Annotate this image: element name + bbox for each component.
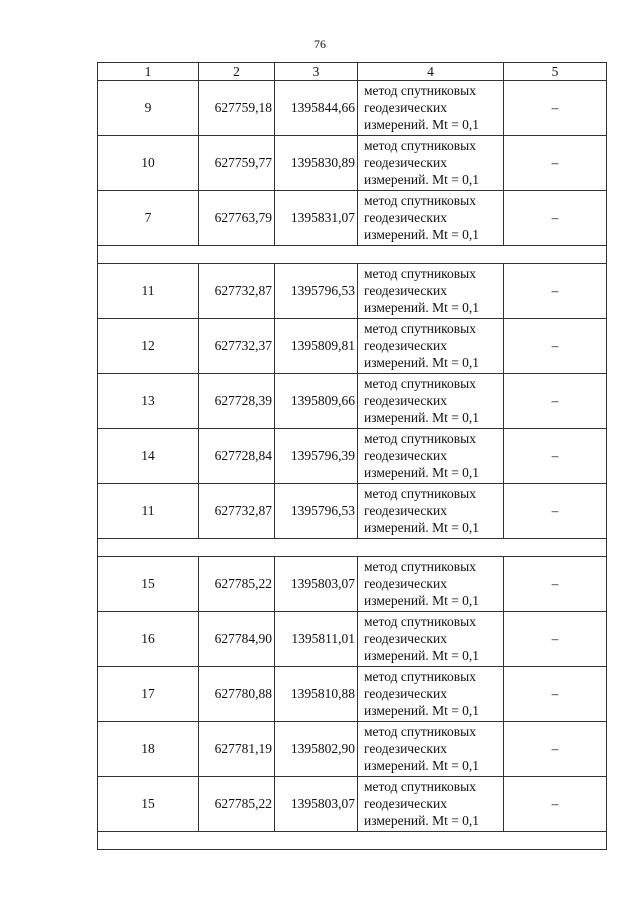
- method-cell: [358, 374, 504, 429]
- x-coordinate-cell: 627728,39: [199, 374, 275, 429]
- method-line: геодезических: [364, 741, 447, 756]
- column-header: 5: [504, 63, 607, 81]
- group-separator-row: [98, 832, 607, 850]
- page-number: 76: [314, 37, 326, 51]
- method-line: геодезических: [364, 448, 447, 463]
- x-coordinate-cell: 627728,84: [199, 429, 275, 484]
- table-header-row: [98, 63, 607, 81]
- method-line: измерений. Mt = 0,1: [364, 648, 480, 663]
- method-cell: [358, 319, 504, 374]
- note-cell: –: [504, 81, 607, 136]
- note-cell: –: [504, 429, 607, 484]
- table-row: [98, 722, 607, 777]
- y-coordinate-cell: 1395831,07: [275, 191, 358, 246]
- method-line: геодезических: [364, 210, 447, 225]
- point-number-cell: 13: [98, 374, 199, 429]
- y-coordinate-cell: 1395844,66: [275, 81, 358, 136]
- y-coordinate-cell: 1395796,53: [275, 264, 358, 319]
- method-line: геодезических: [364, 576, 447, 591]
- method-line: геодезических: [364, 338, 447, 353]
- x-coordinate-cell: 627784,90: [199, 612, 275, 667]
- method-cell: [358, 557, 504, 612]
- table-row: [98, 81, 607, 136]
- separator-cell: [98, 246, 607, 264]
- method-cell: [358, 777, 504, 832]
- point-number-cell: 16: [98, 612, 199, 667]
- method-line: геодезических: [364, 631, 447, 646]
- y-coordinate-cell: 1395796,39: [275, 429, 358, 484]
- note-cell: –: [504, 612, 607, 667]
- method-line: измерений. Mt = 0,1: [364, 758, 480, 773]
- point-number-cell: 18: [98, 722, 199, 777]
- point-number-cell: 11: [98, 484, 199, 539]
- separator-cell: [98, 832, 607, 850]
- method-line: измерений. Mt = 0,1: [364, 465, 480, 480]
- method-line: измерений. Mt = 0,1: [364, 227, 480, 242]
- method-line: измерений. Mt = 0,1: [364, 300, 480, 315]
- table-row: [98, 374, 607, 429]
- method-line: измерений. Mt = 0,1: [364, 703, 480, 718]
- x-coordinate-cell: 627732,37: [199, 319, 275, 374]
- y-coordinate-cell: 1395803,07: [275, 777, 358, 832]
- method-line: геодезических: [364, 100, 447, 115]
- method-cell: [358, 136, 504, 191]
- table-row: [98, 612, 607, 667]
- method-line: измерений. Mt = 0,1: [364, 410, 480, 425]
- y-coordinate-cell: 1395811,01: [275, 612, 358, 667]
- x-coordinate-cell: 627780,88: [199, 667, 275, 722]
- method-line: метод спутниковых: [364, 614, 476, 629]
- note-cell: –: [504, 484, 607, 539]
- table-row: [98, 319, 607, 374]
- method-line: метод спутниковых: [364, 321, 476, 336]
- method-line: измерений. Mt = 0,1: [364, 172, 480, 187]
- method-cell: [358, 264, 504, 319]
- coordinates-table: [97, 62, 607, 850]
- note-cell: –: [504, 722, 607, 777]
- table-row: [98, 484, 607, 539]
- y-coordinate-cell: 1395796,53: [275, 484, 358, 539]
- table-row: [98, 429, 607, 484]
- point-number-cell: 15: [98, 777, 199, 832]
- point-number-cell: 15: [98, 557, 199, 612]
- column-header: 3: [275, 63, 358, 81]
- method-line: метод спутниковых: [364, 193, 476, 208]
- point-number-cell: 7: [98, 191, 199, 246]
- point-number-cell: 17: [98, 667, 199, 722]
- method-line: геодезических: [364, 283, 447, 298]
- method-line: метод спутниковых: [364, 724, 476, 739]
- table-row: [98, 667, 607, 722]
- point-number-cell: 12: [98, 319, 199, 374]
- method-line: метод спутниковых: [364, 266, 476, 281]
- method-cell: [358, 667, 504, 722]
- note-cell: –: [504, 264, 607, 319]
- method-cell: [358, 191, 504, 246]
- method-line: метод спутниковых: [364, 138, 476, 153]
- method-cell: [358, 722, 504, 777]
- column-header: 4: [358, 63, 504, 81]
- table-row: [98, 191, 607, 246]
- y-coordinate-cell: 1395810,88: [275, 667, 358, 722]
- separator-cell: [98, 539, 607, 557]
- y-coordinate-cell: 1395830,89: [275, 136, 358, 191]
- group-separator-row: [98, 539, 607, 557]
- method-line: метод спутниковых: [364, 486, 476, 501]
- note-cell: –: [504, 319, 607, 374]
- note-cell: –: [504, 136, 607, 191]
- note-cell: –: [504, 374, 607, 429]
- x-coordinate-cell: 627732,87: [199, 264, 275, 319]
- method-line: метод спутниковых: [364, 83, 476, 98]
- table-row: [98, 264, 607, 319]
- column-header: 2: [199, 63, 275, 81]
- method-line: геодезических: [364, 393, 447, 408]
- y-coordinate-cell: 1395809,66: [275, 374, 358, 429]
- note-cell: –: [504, 777, 607, 832]
- method-line: измерений. Mt = 0,1: [364, 813, 480, 828]
- x-coordinate-cell: 627732,87: [199, 484, 275, 539]
- y-coordinate-cell: 1395809,81: [275, 319, 358, 374]
- x-coordinate-cell: 627781,19: [199, 722, 275, 777]
- note-cell: –: [504, 667, 607, 722]
- method-line: геодезических: [364, 796, 447, 811]
- method-line: измерений. Mt = 0,1: [364, 593, 480, 608]
- method-line: геодезических: [364, 686, 447, 701]
- table-row: [98, 136, 607, 191]
- column-header: 1: [98, 63, 199, 81]
- point-number-cell: 11: [98, 264, 199, 319]
- x-coordinate-cell: 627759,18: [199, 81, 275, 136]
- note-cell: –: [504, 191, 607, 246]
- x-coordinate-cell: 627763,79: [199, 191, 275, 246]
- table-body: [98, 81, 607, 850]
- x-coordinate-cell: 627785,22: [199, 557, 275, 612]
- point-number-cell: 10: [98, 136, 199, 191]
- method-line: метод спутниковых: [364, 431, 476, 446]
- method-line: метод спутниковых: [364, 779, 476, 794]
- y-coordinate-cell: 1395803,07: [275, 557, 358, 612]
- method-line: геодезических: [364, 503, 447, 518]
- point-number-cell: 9: [98, 81, 199, 136]
- method-line: метод спутниковых: [364, 669, 476, 684]
- point-number-cell: 14: [98, 429, 199, 484]
- x-coordinate-cell: 627785,22: [199, 777, 275, 832]
- method-line: измерений. Mt = 0,1: [364, 355, 480, 370]
- method-line: метод спутниковых: [364, 559, 476, 574]
- note-cell: –: [504, 557, 607, 612]
- table-row: [98, 777, 607, 832]
- method-cell: [358, 484, 504, 539]
- method-line: геодезических: [364, 155, 447, 170]
- method-cell: [358, 612, 504, 667]
- method-line: измерений. Mt = 0,1: [364, 117, 480, 132]
- y-coordinate-cell: 1395802,90: [275, 722, 358, 777]
- group-separator-row: [98, 246, 607, 264]
- method-line: метод спутниковых: [364, 376, 476, 391]
- x-coordinate-cell: 627759,77: [199, 136, 275, 191]
- method-cell: [358, 81, 504, 136]
- method-cell: [358, 429, 504, 484]
- method-line: измерений. Mt = 0,1: [364, 520, 480, 535]
- table-row: [98, 557, 607, 612]
